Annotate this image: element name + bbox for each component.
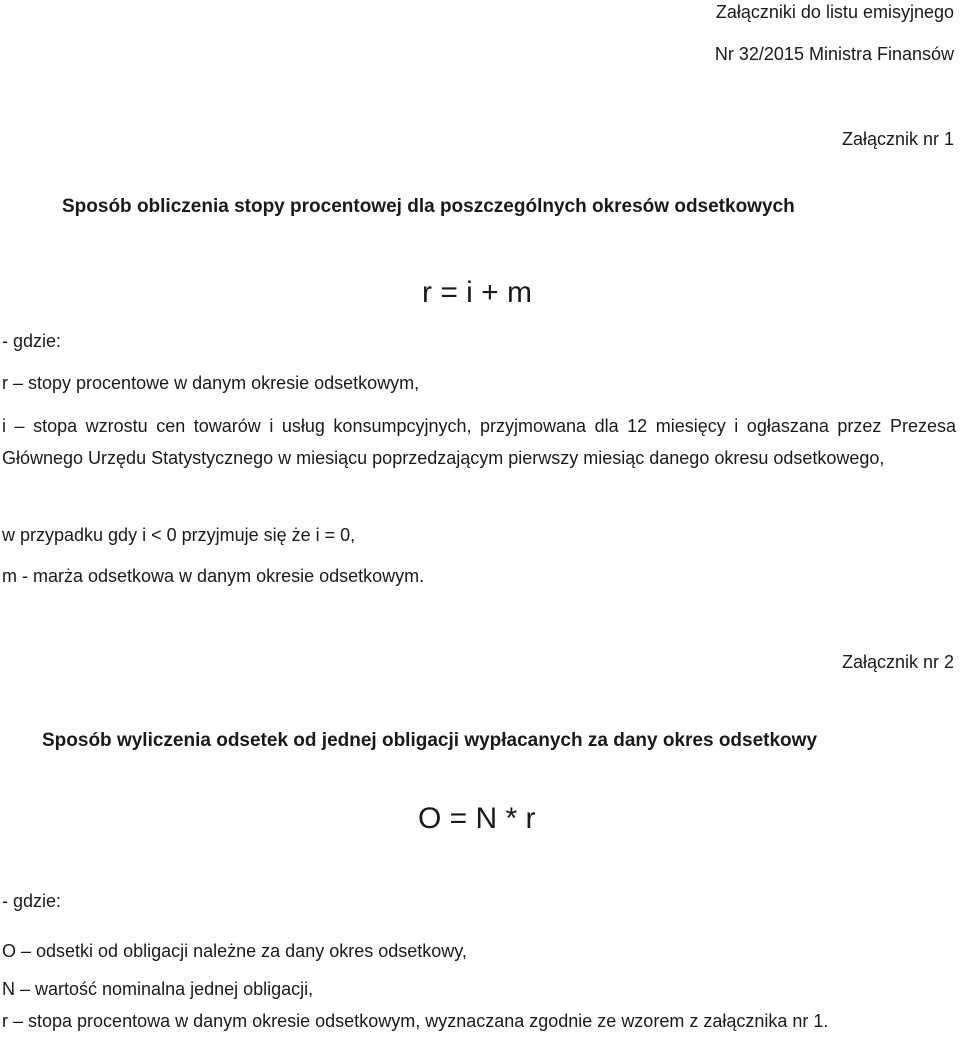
annex-1-def-i: i – stopa wzrostu cen towarów i usług konsumpcyjnych, przyjmowana dla 12 miesięcy i ogłaszana przez Prezesa Głównego Urzędu Statystycznego w miesiącu poprzedzającym pierwszy miesiąc danego okresu odsetkowego, bbox=[2, 416, 956, 468]
annex-2-formula: O = N * r bbox=[418, 802, 536, 835]
header-line-2: Nr 32/2015 Ministra Finansów bbox=[714, 44, 954, 64]
annex-2-def-r: r – stopa procentowa w danym okresie odsetkowym, wyznaczana zgodnie ze wzorem z załącznika nr 1. bbox=[2, 1011, 829, 1031]
header-line-1: Załączniki do listu emisyjnego bbox=[715, 2, 954, 22]
annex-1-case-i: w przypadku gdy i < 0 przyjmuje się że i = 0, bbox=[2, 525, 356, 545]
annex-2-title: Sposób wyliczenia odsetek od jednej obligacji wypłacanych za dany okres odsetkowy bbox=[42, 730, 818, 751]
annex-2-def-O: O – odsetki od obligacji należne za dany okres odsetkowy, bbox=[2, 941, 467, 961]
annex-2-label: Załącznik nr 2 bbox=[841, 652, 954, 672]
annex-1-title: Sposób obliczenia stopy procentowej dla poszczególnych okresów odsetkowych bbox=[62, 196, 795, 217]
annex-1-def-r: r – stopy procentowe w danym okresie odsetkowym, bbox=[2, 373, 420, 393]
annex-1-where: - gdzie: bbox=[2, 331, 62, 351]
annex-2-def-N: N – wartość nominalna jednej obligacji, bbox=[2, 979, 314, 999]
annex-1-def-m: m - marża odsetkowa w danym okresie odsetkowym. bbox=[2, 566, 425, 586]
annex-2-where: - gdzie: bbox=[2, 891, 62, 911]
annex-1-formula: r = i + m bbox=[422, 276, 533, 309]
annex-1-label: Załącznik nr 1 bbox=[841, 129, 954, 149]
